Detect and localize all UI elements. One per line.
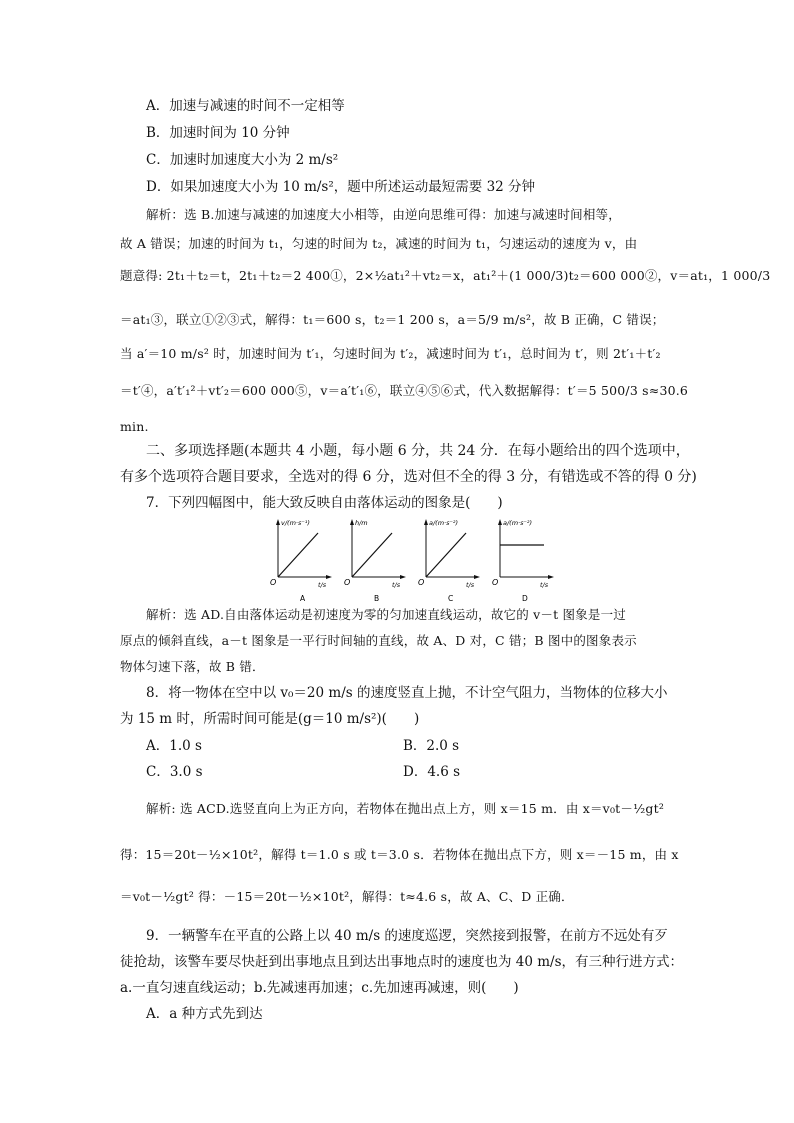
graph-d-label: D	[522, 594, 528, 603]
q7-solution-line: 物体匀速下落，故 B 错．	[120, 659, 265, 674]
graph-a-line	[278, 533, 318, 577]
q6-solution-line: min.	[120, 419, 149, 434]
q7-graphs-figure	[260, 515, 560, 605]
q8-option-b: B．2.0 s	[403, 738, 460, 754]
section-heading: 二、多项选择题(本题共 4 小题，每小题 6 分，共 24 分．在每小题给出的四个选项中，	[146, 443, 690, 459]
section-heading-cont: 有多个选项符合题目要求，全选对的得 6 分，选对但不全的得 3 分，有错选或不答的得 0 分)	[120, 469, 697, 485]
q8-solution-line: 解析: 选 ACD.选竖直向上为正方向，若物体在抛出点上方，则 x＝15 m．由 x＝v₀t－½gt²	[146, 801, 665, 816]
graph-c-origin: O	[418, 578, 425, 587]
q8-stem-cont: 为 15 m 时，所需时间可能是(g＝10 m/s²)( )	[120, 711, 420, 727]
q8-solution-line: 得：15＝20t－½×10t²，解得 t＝1.0 s 或 t＝3.0 s．若物体在抛出点下方，则 x＝－15 m，由 x	[120, 847, 679, 862]
graph-c-line	[426, 533, 466, 577]
q7-solution-line: 解析：选 AD.自由落体运动是初速度为零的匀加速直线运动，故它的 v－t 图象是一过	[146, 607, 626, 622]
graph-b-origin: O	[344, 578, 351, 587]
graph-d-ylabel: a/(m·s⁻²)	[503, 519, 533, 527]
q7-solution-line: 原点的倾斜直线，a－t 图象是一平行时间轴的直线，故 A、D 对，C 错；B 图中的图象表示	[120, 633, 637, 648]
graph-b-label: B	[374, 594, 380, 603]
q8-option-a: A．1.0 s	[146, 738, 202, 754]
q8-solution-line: ＝v₀t－½gt² 得：－15＝20t－½×10t²，解得：t≈4.6 s，故 A、C、D 正确．	[120, 889, 574, 904]
q8-stem: 8．将一物体在空中以 v₀＝20 m/s 的速度竖直上抛，不计空气阻力，当物体的位移大小	[146, 685, 668, 701]
q6-solution-line: ＝t′④，a′t′₁²＋vt′₂＝600 000⑤，v＝a′t′₁⑥，联立④⑤⑥式，代入数据解得：t′＝5 500/3 s≈30.6	[120, 383, 689, 398]
q9-stem: 9．一辆警车在平直的公路上以 40 m/s 的速度巡逻，突然接到报警，在前方不远处有歹	[146, 928, 668, 944]
q6-option-b: B．加速时间为 10 分钟	[146, 125, 290, 141]
graph-a-origin: O	[270, 578, 277, 587]
graph-c	[418, 519, 480, 603]
graph-d-origin: O	[492, 578, 499, 587]
q6-solution-line: 解析：选 B.加速与减速的加速度大小相等，由逆向思维可得：加速与减速时间相等，	[146, 207, 621, 222]
q6-option-a: A．加速与减速的时间不一定相等	[146, 98, 345, 114]
q8-option-d: D．4.6 s	[403, 764, 461, 780]
graph-b-line	[352, 533, 392, 577]
graph-d	[492, 519, 554, 603]
graph-b-xlabel: t/s	[392, 581, 401, 589]
q8-option-c: C．3.0 s	[146, 764, 203, 780]
q9-stem-cont: 徒抢劫，该警车要尽快赶到出事地点且到达出事地点时的速度也为 40 m/s，有三种行进方式：	[120, 954, 684, 970]
q6-solution-line: 故 A 错误；加速的时间为 t₁，匀速的时间为 t₂，减速的时间为 t₁，匀速运动的速度为 v，由	[120, 236, 638, 251]
graph-d-xlabel: t/s	[540, 581, 549, 589]
graph-c-ylabel: a/(m·s⁻²)	[429, 519, 459, 527]
q9-option-a: A．a 种方式先到达	[146, 1006, 263, 1022]
q6-solution-line: 题意得: 2t₁＋t₂＝t，2t₁＋t₂＝2 400①，2×½at₁²＋vt₂＝x，at₁²＋(1 000/3)t₂＝600 000②，v＝at₁，1 000/3	[120, 268, 771, 283]
graph-a-xlabel: t/s	[318, 581, 327, 589]
graph-b-ylabel: h/m	[355, 519, 368, 527]
q7-stem: 7．下列四幅图中，能大致反映自由落体运动的图象是( )	[146, 495, 503, 511]
q6-option-d: D．如果加速度大小为 10 m/s²，题中所述运动最短需要 32 分钟	[146, 179, 536, 195]
q6-solution-line: 当 a′＝10 m/s² 时，加速时间为 t′₁，匀速时间为 t′₂，减速时间为 t′₁，总时间为 t′，则 2t′₁＋t′₂	[120, 346, 661, 361]
q9-stem-cont: a.一直匀速直线运动；b.先减速再加速；c.先加速再减速，则( )	[120, 980, 519, 996]
graph-c-xlabel: t/s	[466, 581, 475, 589]
graph-c-label: C	[448, 594, 454, 603]
graph-a-ylabel: v/(m·s⁻¹)	[281, 519, 310, 527]
graph-b	[344, 519, 406, 603]
graph-a	[270, 519, 332, 603]
q6-option-c: C．加速时加速度大小为 2 m/s²	[146, 152, 339, 168]
q6-solution-line: ＝at₁③，联立①②③式，解得：t₁＝600 s，t₂＝1 200 s，a＝5/9 m/s²，故 B 正确，C 错误；	[120, 312, 665, 327]
graph-a-label: A	[300, 594, 306, 603]
